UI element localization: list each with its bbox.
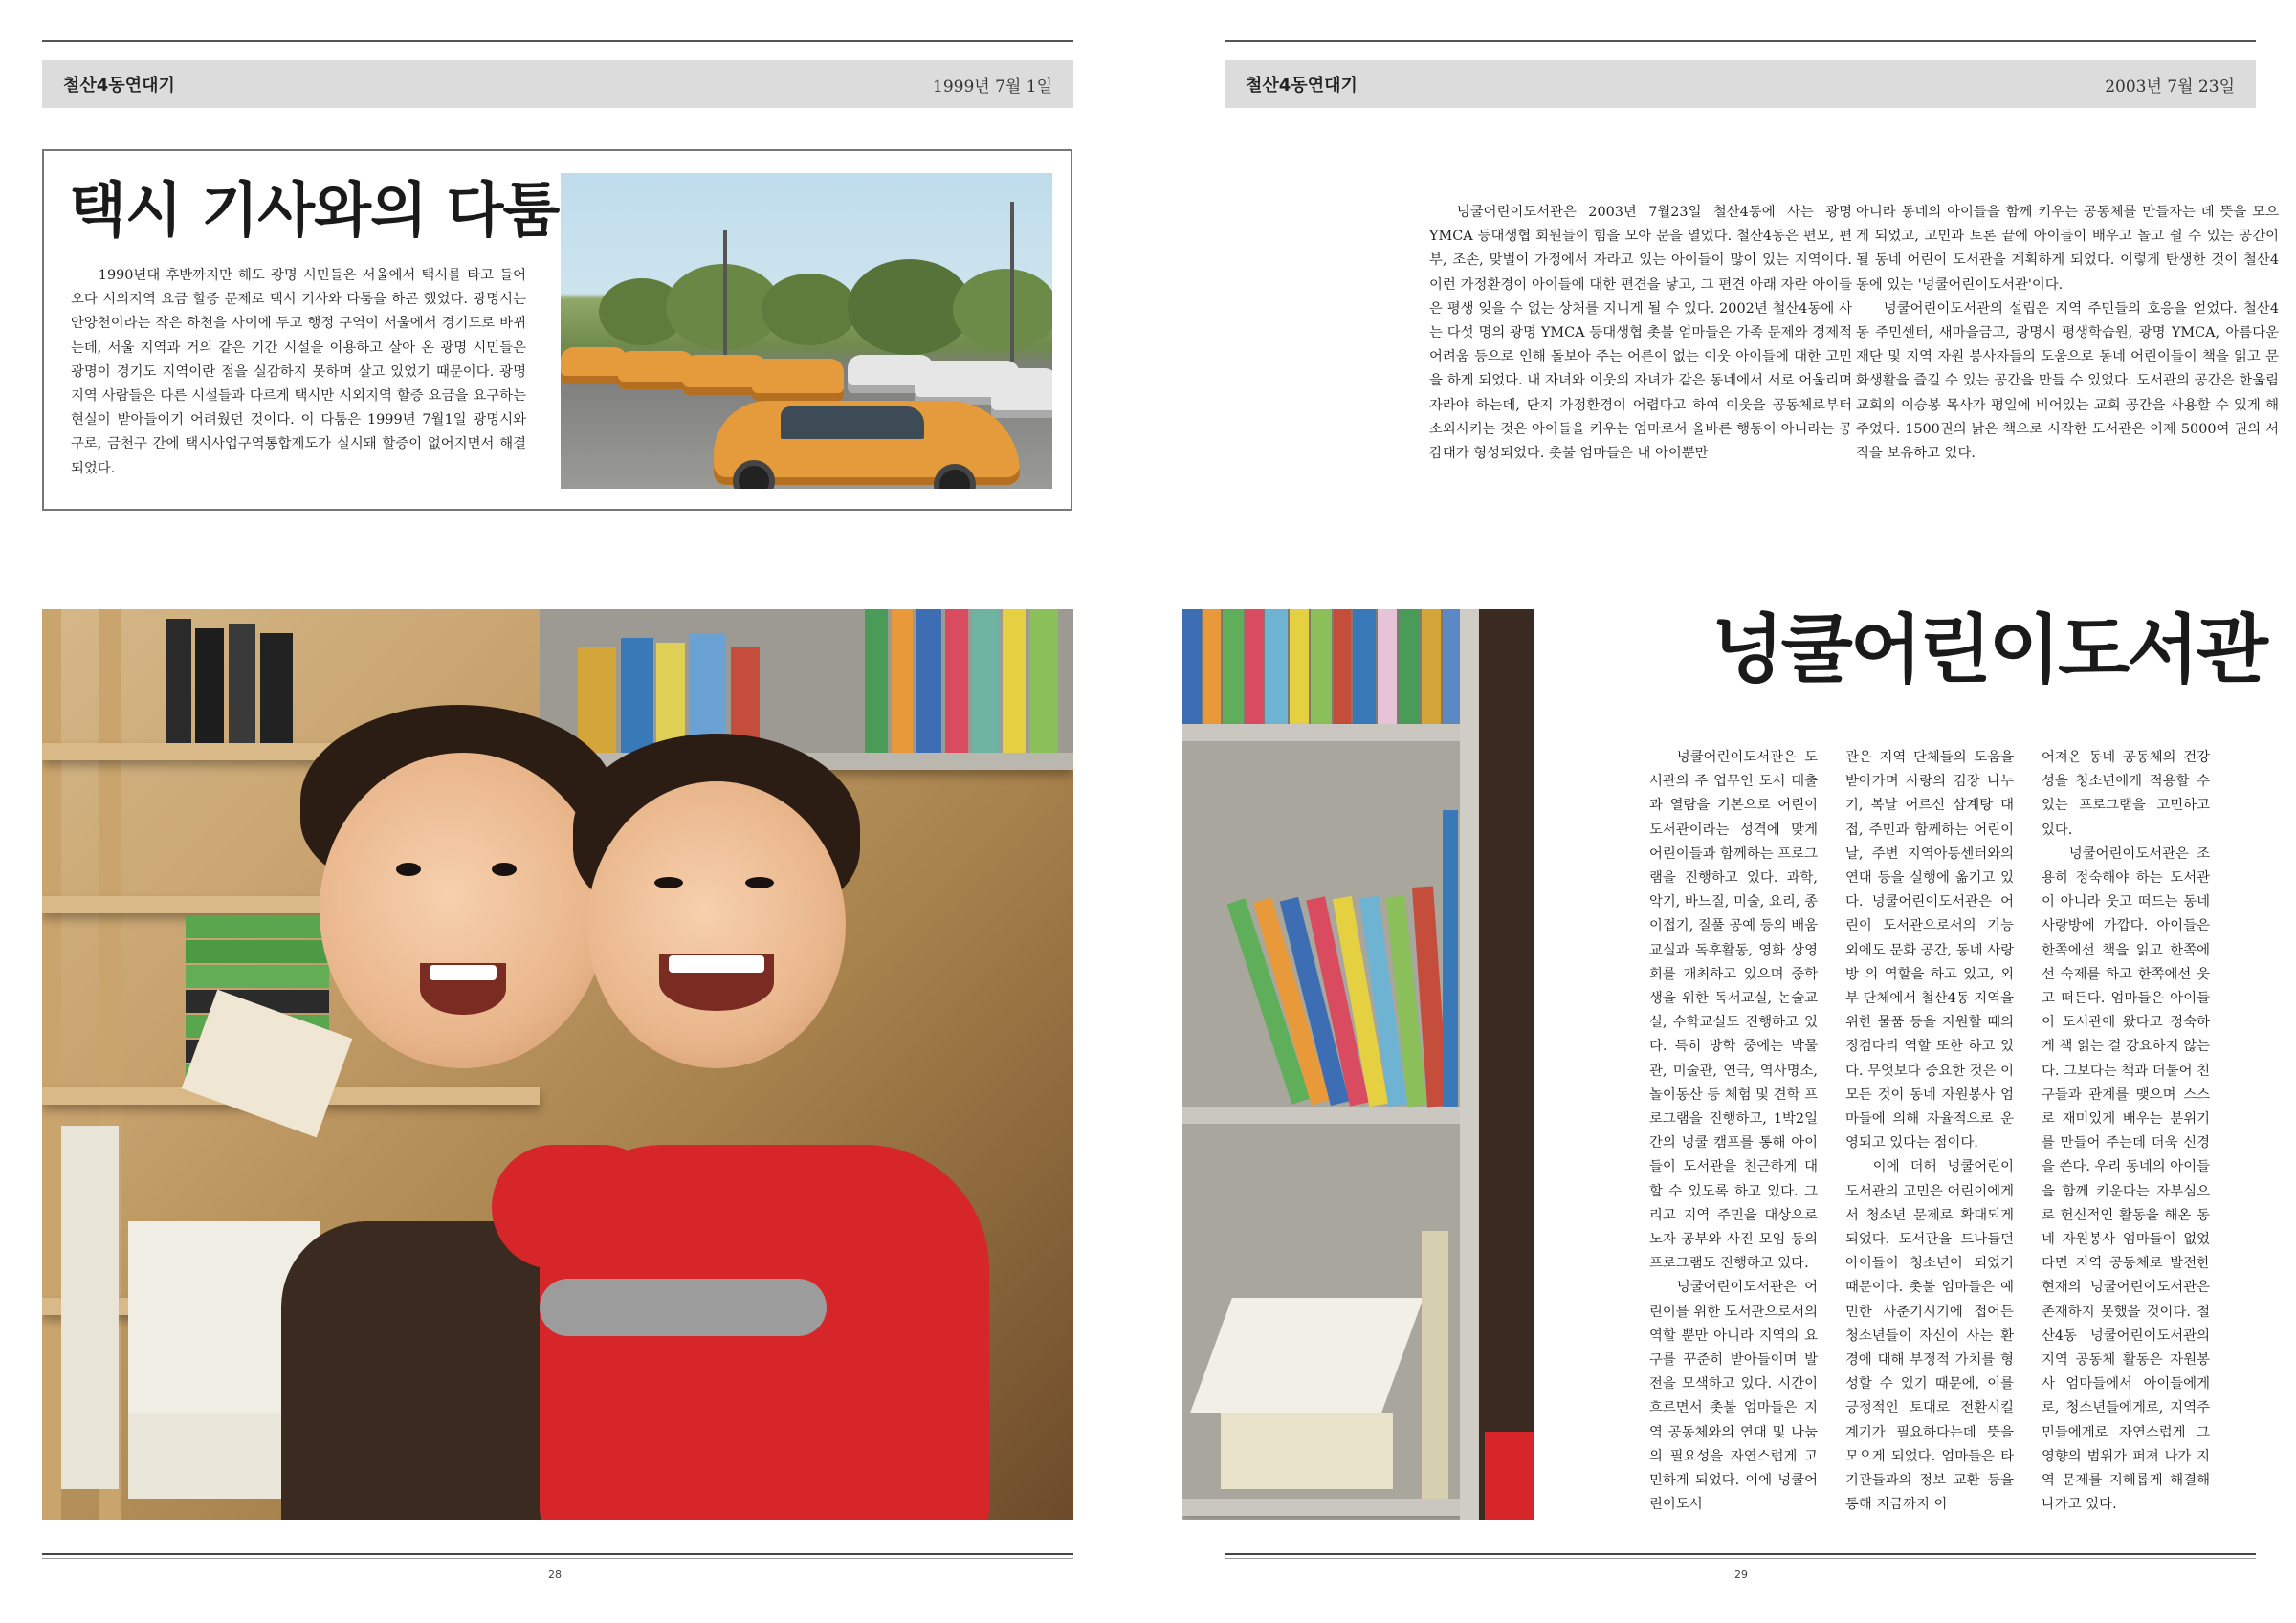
paragraph: 이에 더해 넝쿨어린이도서관의 고민은 어린이에게서 청소년 문제로 확대되게 되었다. 도서관을 드나들던 아이들이 청소년이 되었기 때문이다. 촛불 엄마들은 예민한 사춘기시기에 접어든 청소년들이 자신이 사는 환경에 대해 부정적 가치를 형성할 수 있기 때문에, 이를 긍정적인 토대로 전환시킬 계기가 필요하다는데 뜻을 모으게 되었다. 엄마들은 타 기관들과의 정보 교환 등을 통해 지금까지 이 <box>1845 1159 2014 1513</box>
article-title: 택시 기사와의 다툼 <box>69 175 560 245</box>
article-column-1 <box>1649 746 1818 1518</box>
page-number: 28 <box>548 1568 562 1581</box>
two-boys-hugging-photo <box>42 609 1073 1520</box>
bottom-rule-thin <box>42 1558 1073 1559</box>
header-date: 1999년 7월 1일 <box>933 77 1052 97</box>
paragraph: 넝쿨어린이도서관의 설립은 지역 주민들의 호응을 얻었다. 철산4동 주민센터, 새마을금고, 광명시 평생학습원, 광명 YMCA, 아름다운 재단 및 지역 자원 봉사자들의 도움으로 동네 어린이들이 책을 읽고 문화생활을 즐길 수 있는 공간을 만들 수 있었다. 도서관의 공간은 한울림 교회의 이승봉 목사가 평일에 비어있는 교회 공간을 사용할 수 있게 해주었다. 1500권의 낡은 책으로 시작한 도서관은 이제 5000여 권의 서적을 보유하고 있다. <box>1856 300 2279 462</box>
top-rule <box>1225 40 2256 42</box>
page-number: 29 <box>1734 1568 1748 1581</box>
feature-title: 넝쿨어린이도서관 <box>1711 607 2265 693</box>
paragraph: 관은 지역 단체들의 도움을 받아가며 사랑의 김장 나누기, 복날 어르신 삼계탕 대접, 주민과 함께하는 어린이날, 주변 지역아동센터와의 연대 등을 실행에 옮기고 있다. 넝쿨어린이도서관은 어린이 도서관으로서의 기능 외에도 문화 공간, 동네 사랑방 의 역할을 하고 있고, 외부 단체에서 철산4동 지역을 위한 물품 등을 지원할 때의 징검다리 역할 또한 하고 있다. 무엇보다 중요한 것은 이 모든 것이 동네 자원봉사 엄마들에 의해 자율적으로 운영되고 있다는 점이다. <box>1845 750 2014 1151</box>
article-column-3 <box>2042 746 2210 1518</box>
section-title: 철산4동연대기 <box>63 76 175 96</box>
intro-column-1 <box>1429 201 1852 466</box>
bookshelf-photo <box>1182 609 1534 1520</box>
paragraph: 넝쿨어린이도서관은 어린이를 위한 도서관으로서의 역할 뿐만 아니라 지역의 요구를 꾸준히 받아들이며 발전을 모색하고 있다. 시간이 흐르면서 촛불 엄마들은 지역 공동체와의 연대 및 나눔의 필요성을 자연스럽게 고민하게 되었다. 이에 넝쿨어린이도서 <box>1649 1280 1818 1513</box>
article-body: 1990년대 후반까지만 해도 광명 시민들은 서울에서 택시를 타고 들어오다 시외지역 요금 할증 문제로 택시 기사와 다툼을 하곤 했었다. 광명시는 안양천이라는 작은 하천을 사이에 두고 행정 구역이 서울에서 경기도로 바뀌는데, 서울 지역과 거의 같은 기간 시설을 이용하고 살아 온 광명 시민들은 광명이 경기도 지역이란 점을 실감하지 못하며 살고 있었기 때문이다. 광명 지역 사람들은 다른 시설들과 다르게 택시만 시외지역 할증 요금을 요구하는 현실이 받아들이기 어려웠던 것이다. 이 다툼은 1999년 7월1일 광명시와 구로, 금천구 간에 택시사업구역통합제도가 실시돼 할증이 없어지면서 해결되었다. <box>71 268 526 476</box>
header-date: 2003년 7월 23일 <box>2105 77 2235 97</box>
taxi-article-box <box>42 149 1072 511</box>
paragraph: 넝쿨어린이도서관은 2003년 7월23일 철산4동에 사는 광명 YMCA 등대생협 회원들이 힘을 모아 문을 열었다. 철산4동은 편모, 편부, 조손, 맞벌이 가정에서 자라고 있는 아이들이 많이 있는 지역이다. 이런 가정환경이 아이들에 대한 편견을 낳고, 그 편견 아래 자란 아이들은 평생 잊을 수 없는 상처를 지니게 될 수 있다. 2002년 철산4동에 사는 다섯 명의 광명 YMCA 등대생협 촛불 엄마들은 가족 문제와 경제적 어려움 등으로 인해 돌보아 주는 어른이 없는 이웃 아이들에 대한 고민을 하게 되었다. 내 자녀와 이웃의 자녀가 같은 동네에서 서로 어울리며 자라야 하는데, 단지 가정환경이 어렵다고 하여 이웃을 공동체로부터 소외시키는 것은 아이들을 키우는 엄마로서 올바른 행동이 아니라는 공감대가 형성되었다. 촛불 엄마들은 내 아이뿐만 <box>1429 205 1852 462</box>
taxi-parking-lot-photo <box>561 173 1052 489</box>
right-page <box>1148 0 2296 1623</box>
paragraph: 넝쿨어린이도서관은 도서관의 주 업무인 도서 대출과 열람을 기본으로 어린이 도서관이라는 성격에 맞게 어린이들과 함께하는 프로그램을 진행하고 있다. 과학, 악기, 바느질, 미술, 요리, 종이접기, 질풀 공예 등의 배움 교실과 독후활동, 영화 상영회를 개최하고 있으며 중학생을 위한 독서교실, 논술교실, 수학교실도 진행하고 있다. 특히 방학 중에는 박물관, 미술관, 연극, 역사명소, 놀이동산 등 체험 및 견학 프로그램을 진행하고, 1박2일간의 넝쿨 캠프를 통해 아이들이 도서관을 친근하게 대할 수 있도록 하고 있다. 그리고 지역 주민을 대상으로 노자 공부와 사진 모임 등의 프로그램도 진행하고 있다. <box>1649 750 1818 1272</box>
section-title: 철산4동연대기 <box>1246 76 1358 96</box>
bottom-rule <box>1225 1553 2256 1555</box>
page-header <box>42 60 1073 108</box>
top-rule <box>42 40 1073 42</box>
paragraph: 어져온 동네 공동체의 건강성을 청소년에게 적용할 수 있는 프로그램을 고민하고 있다. <box>2042 750 2210 838</box>
article-column-2 <box>1845 746 2014 1518</box>
intro-column-2 <box>1856 201 2279 466</box>
bottom-rule-thin <box>1225 1558 2256 1559</box>
bottom-rule <box>42 1553 1073 1555</box>
paragraph: 아니라 동네의 아이들을 함께 키우는 공동체를 만들자는 데 뜻을 모으게 되었고, 고민과 토론 끝에 아이들이 배우고 놀고 쉴 수 있는 공간이 될 동네 어린이 도서관을 계획하게 되었다. 이렇게 탄생한 것이 철산4동에 있는 '넝쿨어린이도서관'이다. <box>1856 205 2279 293</box>
page-header <box>1225 60 2256 108</box>
paragraph: 넝쿨어린이도서관은 조용히 정숙해야 하는 도서관이 아니라 웃고 떠드는 동네 사랑방에 가깝다. 아이들은 한쪽에선 책을 읽고 한쪽에선 숙제를 하고 한쪽에선 웃고 떠든다. 엄마들은 아이들이 도서관에 왔다고 정숙하게 책 읽는 걸 강요하지 않는다. 그보다는 책과 더불어 친구들과 관계를 맺으며 스스로 재미있게 배우는 분위기를 만들어 주는데 더욱 신경을 쓴다. 우리 동네의 아이들을 함께 키운다는 자부심으로 헌신적인 활동을 해온 동네 자원봉사 엄마들이 없었다면 지역 공동체로 발전한 현재의 넝쿨어린이도서관은 존재하지 못했을 것이다. 철산4동 넝쿨어린이도서관의 지역 공동체 활동은 자원봉사 엄마들에서 아이들에게로, 청소년들에게로, 지역주민들에게로 자연스럽게 그 영향의 범위가 퍼져 나가 지역 문제를 지혜롭게 해결해 나가고 있다. <box>2042 845 2210 1513</box>
